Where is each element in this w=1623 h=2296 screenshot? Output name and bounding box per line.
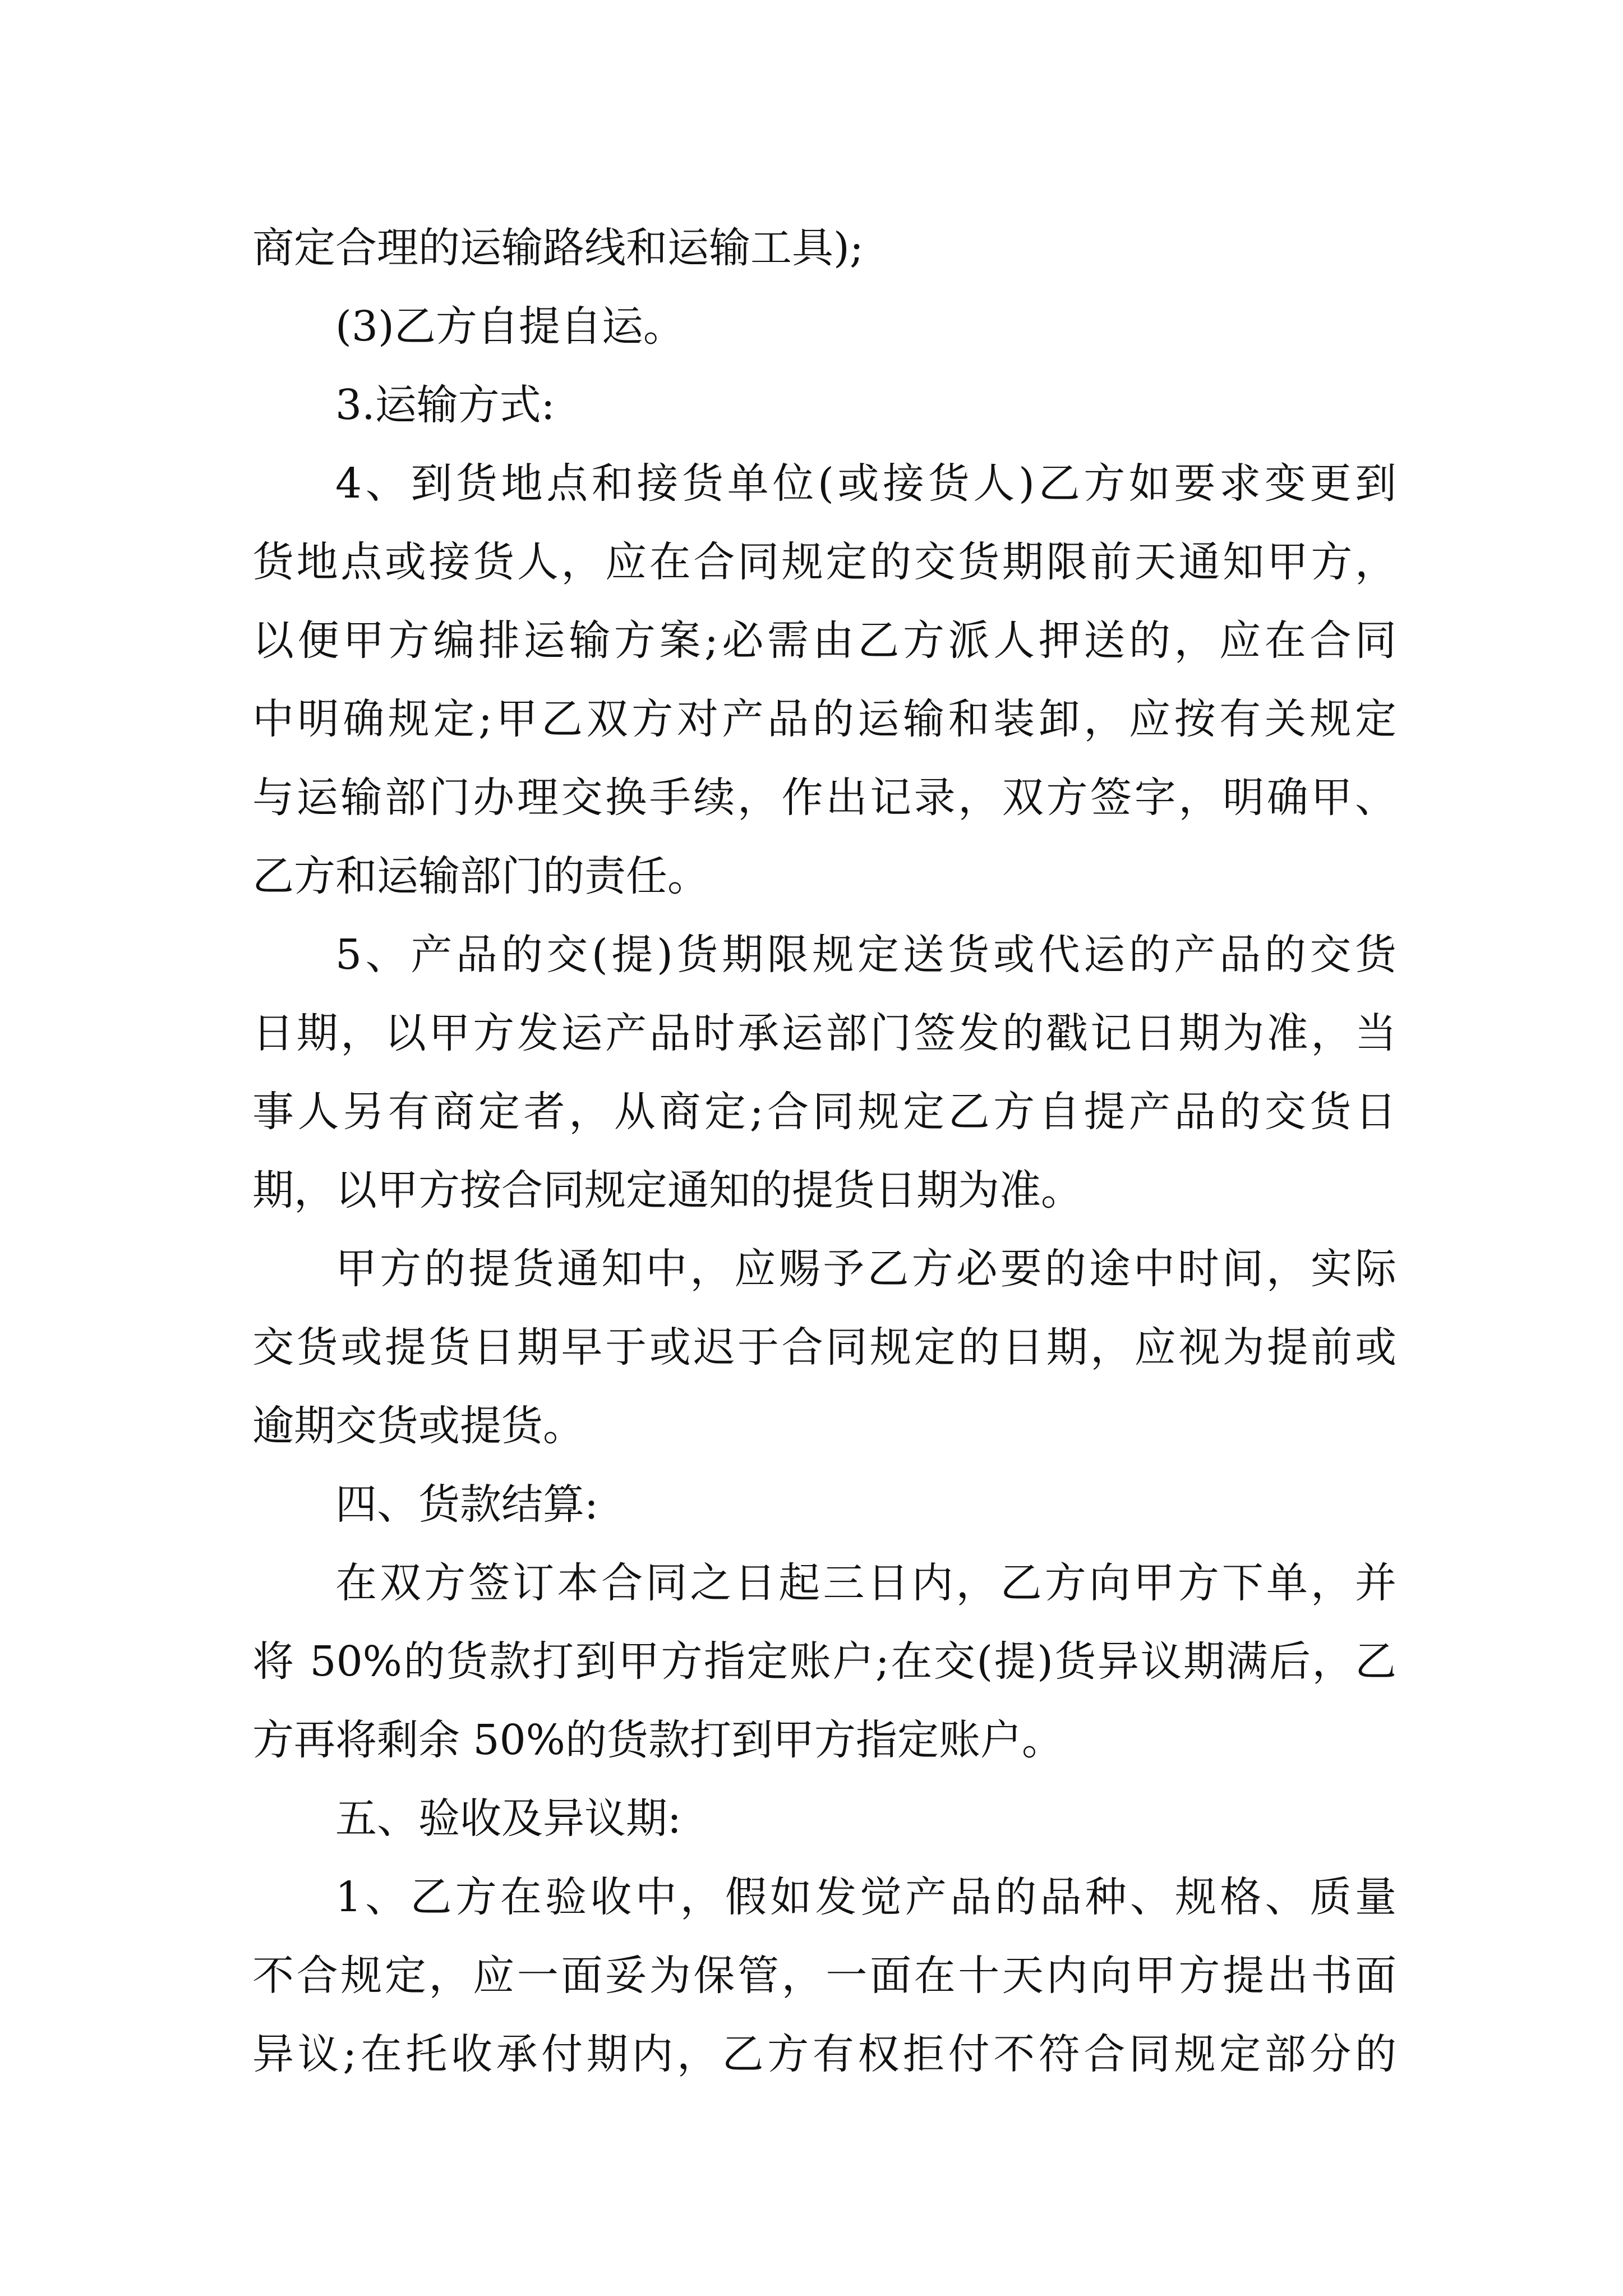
text-line: 中明确规定;甲乙双方对产品的运输和装卸，应按有关规定	[252, 695, 1396, 743]
body-text	[252, 209, 1396, 2093]
text-line: (3)乙方自提自运。	[335, 302, 685, 351]
text-line: 五、验收及异议期:	[335, 1795, 681, 1843]
text-line: 期，以甲方按合同规定通知的提货日期为准。	[252, 1166, 1082, 1214]
text-line: 事人另有商定者，从商定;合同规定乙方自提产品的交货日	[252, 1088, 1396, 1136]
text-line: 3.运输方式:	[335, 381, 555, 429]
text-line: 四、货款结算:	[335, 1480, 598, 1529]
text-line: 与运输部门办理交换手续，作出记录，双方签字，明确甲、	[252, 774, 1396, 822]
text-line: 方再将剩余 50%的货款打到甲方指定账户。	[252, 1716, 1063, 1764]
text-line: 5、产品的交(提)货期限规定送货或代运的产品的交货	[335, 931, 1396, 979]
text-line: 将 50%的货款打到甲方指定账户;在交(提)货异议期满后，乙	[252, 1637, 1396, 1686]
text-line: 交货或提货日期早于或迟于合同规定的日期，应视为提前或	[252, 1323, 1396, 1372]
text-line: 以便甲方编排运输方案;必需由乙方派人押送的，应在合同	[252, 616, 1396, 665]
text-line: 甲方的提货通知中，应赐予乙方必要的途中时间，实际	[335, 1245, 1396, 1293]
text-line: 货地点或接货人，应在合同规定的交货期限前天通知甲方，	[252, 538, 1396, 586]
text-line: 4、到货地点和接货单位(或接货人)乙方如要求变更到	[335, 459, 1396, 508]
text-line: 乙方和运输部门的责任。	[252, 852, 709, 900]
text-line: 日期，以甲方发运产品时承运部门签发的戳记日期为准，当	[252, 1009, 1396, 1057]
text-line: 不合规定，应一面妥为保管，一面在十天内向甲方提出书面	[252, 1952, 1396, 2000]
text-line: 商定合理的运输路线和运输工具);	[252, 224, 864, 272]
text-line: 在双方签订本合同之日起三日内，乙方向甲方下单，并	[335, 1559, 1396, 1607]
text-line: 异议;在托收承付期内，乙方有权拒付不符合同规定部分的	[252, 2030, 1396, 2078]
text-line: 逾期交货或提货。	[252, 1402, 584, 1450]
text-line: 1、乙方在验收中，假如发觉产品的品种、规格、质量	[335, 1873, 1396, 1921]
